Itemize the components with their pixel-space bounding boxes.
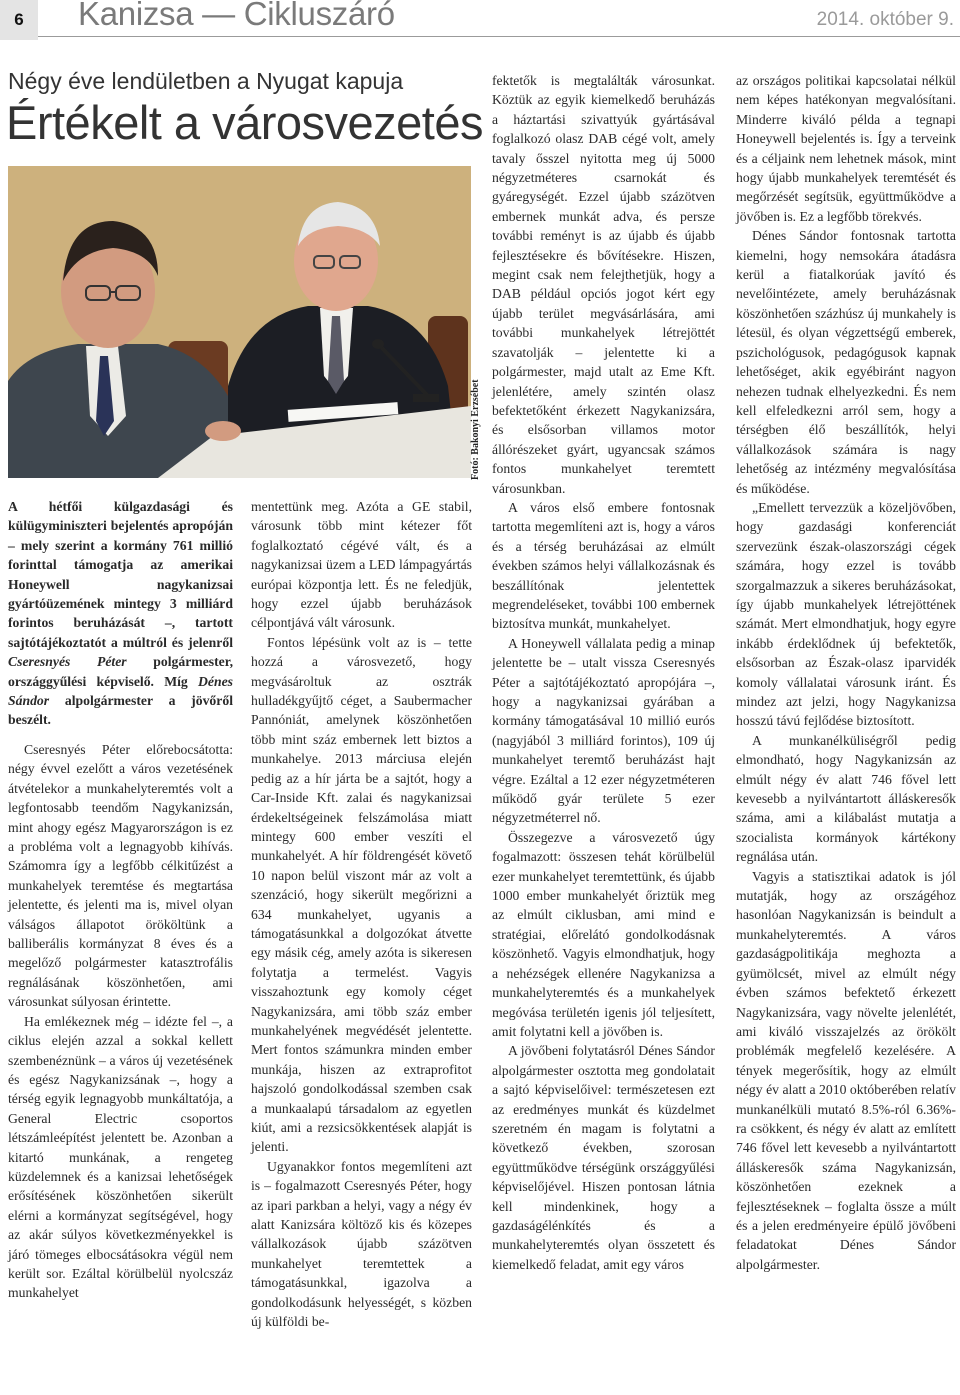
- section-title: Kanizsa — Cikluszáró: [78, 0, 395, 32]
- header-divider: [38, 36, 960, 37]
- body-column-3: [492, 71, 715, 1274]
- body-paragraph: Ha emlékeznek még – idézte fel –, a ciklus elején azzal a sokkal kellett szembenéznünk – a város új vezetésének és egész Nagykanizsának –, hogy a térség egyik legnagyobb munkáltatója, a General Electric csoportos létszámleépítést jelentett be. Azonban a kitartó munkának, a rengeteg küzdelemnek és a kanizsai lehetőségek erősítésének köszönhetően sikerült elérni a kormányzat segítségével, hogy az akár súlyos következményekkel is járó tömeges elbocsátásokra végül nem került sor. Ezáltal körülbelül nyolcszáz munkahelyet: [8, 1013, 233, 1301]
- body-column-1: [8, 740, 233, 1303]
- body-paragraph: Cseresnyés Péter előrebocsátotta: négy évvel ezelőtt a város vezetésének átvételekor a munkahelyteremtés volt a legfontosabb teendőm Nagykanizsán, mint ahogy egész Magyarországon is ez a probléma volt a legnagyobb kihívás. Számomra így a legfőbb célkitűzést a munkahelyek teremtése és megtartása jelentette, és jelenti ma is, mivel olyan válságos állapotot örököltünk a balliberális kormányzat 8 éves és a megelőző polgármester katasztrofális regnálásának köszönhetően, ami városunkat súlyosan érintette.: [8, 742, 233, 1010]
- press-conference-photo: [8, 166, 471, 478]
- body-paragraph: A munkanélküliségről pedig elmondható, hogy Nagykanizsán az elmúlt négy év alatt 746 fővel lett kevesebb a nyilvántartott álláskeresők száma, ami a kilábalást mutatja a szocialista kormányok kártékony regnálása után.: [736, 732, 956, 865]
- lead-name-mayor: Cseresnyés Péter: [8, 654, 127, 670]
- body-paragraph: Fontos lépésünk volt az is – tette hozzá a városvezető, hogy megvásároltuk az osztrák hulladékgyűjtő céget, a Saubermacher Pannóniát, amelynek köszönhetően több mint száz embernek lett biztos a munkahelye. 2013 márciusa elején pedig az a hír járta be a sajtót, hogy a Car-Inside Kft. zalai és nagykanizsai érdekeltségeinek felszámolása miatt mintegy 600 ember veszíti el munkahelyét. A hír földrengését követő 10 napon belül viszont már az volt a szenzáció, hogy sikerült megőrizni a 634 munkahelyet, ugyanis a támogatásunkkal a dolgozókat átvette egy másik cég, amely azóta is sikeresen folytatja a termelést. Vagyis visszahoztunk egy komoly céget Nagykanizsára, ami több száz ember munkahelyének megvédését jelentette. Mert fontos számunkra minden ember munkája, hiszen az extraprofitot hajszoló gondolkodással szemben csak a munkaalapú társadalom az egyetlen kiút, ami a rezsicsökkentések alapját is jelenti.: [251, 634, 472, 1155]
- body-paragraph: az országos politikai kapcsolatai nélkül nem képes hatékonyan megvalósítani. Minderre kiváló példa a tegnapi Honeywell bejelentés is. Így a terveink és a céljaink nem lehetnek mások, mint hogy újabb munkahelyek teremtését és megőrzését segítsük, együttműködve a jövőben is. Ez a legfőbb törekvés.: [736, 73, 956, 224]
- body-paragraph: fektetők is megtalálták városunkat. Köztük az egyik kiemelkedő beruházás a háztartási szivattyúk gyártásával foglalkozó olasz DAB cégé volt, amely tavaly ősszel nyitotta meg új 5000 négyzetméteres csarnokát és gyáregységét. Ezzel újabb százötven embernek munkát adva, és persze további reményt is az újabb és újabb fejlesztésekre és bővítésekre. Hiszen, megint csak nem felejthetjük, hogy a DAB például opciós jogot kért egy újabb terület megvásárlására, ami további munkahelyek létrejöttét szavatolják – jelentette ki a polgármester, majd utalt az Eme Kft. jelenlétére, amely szintén olasz befektetőként érkezett Nagykanizsára, és elsősorban villamos motor állórészeket gyárt, ugyancsak számos fontos munkahelyet teremtett városunkban.: [492, 73, 715, 496]
- lead-text: A hétfői külgazdasági és külügyminiszteri bejelentés apropóján – mely szerint a kormány 761 millió forinttal támogatja az amerikai Honeywell nagykanizsai gyártóüzemének mintegy 3 milliárd forintos beruházását –, tartott sajtótájékoztatót a múltról és jelenről: [8, 499, 233, 650]
- body-paragraph: Vagyis a statisztikai adatok is jól mutatják, hogy az országéhoz hasonlóan Nagykanizsán is beindult a munkahelyteremtés. A város gazdaságpolitikája meghozta a gyümölcsét, mivel az elmúlt négy évben számos befektető érkezett Nagykanizsára, vagy növelte jelenlétét, ami kiváló visszajelzés az örökölt problémák megfelelő kezelésére. A tények megerősítik, hogy az elmúlt négy év alatt a 2010 októberében relatív munkanélküli mutató 8.5%-ról 6.36%-ra csökkent, és négy év alatt az említett 746 fővel lett kevesebb a nyilvántartott álláskeresők száma Nagykanizsán, köszönhetően ezeknek a fejlesztéseknek – foglalta össze a múlt és a jelen eredményeire épülő jövőbeni feladatokat Dénes Sándor alpolgármester.: [736, 868, 956, 1272]
- body-paragraph: A jövőbeni folytatásról Dénes Sándor alpolgármester osztotta meg gondolatait a sajtó képviselőivel: természetesen ezt az eredményes munkát és küzdelmet szeretném én magam is folytatni a következő években, szorosan együttműködve térségünk országgyűlési képviselőjével. Hiszen pontosan látnia kell mindenkinek, hogy a gazdaságélénkítés és a munkahelyteremtés olyan összetett és kiemelkedő feladat, amit egy város: [492, 1043, 715, 1272]
- body-paragraph: Összegezve a városvezető úgy fogalmazott: összesen tehát körülbelül ezer munkahelyet teremtettünk, és újabb 1000 ember munkahelyét őriztük meg az elmúlt ciklusban, ami mind e stratégiai, előrelátó gondolkodásnak köszönhető. Vagyis elmondhatjuk, hogy a nehézségek ellenére Nagykanizsa a munkahelyteremtés és a munkahelyek megóvása területén igenis jól teljesített, amit folytatni kell a jövőben is.: [492, 829, 715, 1039]
- body-paragraph: Dénes Sándor fontosnak tartotta kiemelni, hogy nemsokára átadásra kerül a fiatalkorúak javító és nevelőintézete, amely beruházásnak köszönhetően százhúsz új munkahely is létesül, és olyan végzettségű emberek, pszichológusok, pedagógusok kapnak lehetőséget, akik egyébiránt nagyon nehezen tudnak elhelyezkedni. És nem kell elfeledkezni arról sem, hogy a térségben élő beszállítók, helyi vállalkozások számára is nagy lehetőség az intézmény megvalósítása és működése.: [736, 228, 956, 496]
- body-paragraph: mentettünk meg. Azóta a GE stabil, városunk több mint kétezer főt foglalkoztató cégévé vált, és a nagykanizsai üzem a LED lámpagyártás európai központja lett. És ne feledjük, hogy ezzel újabb beruházások célpontjává vált városunk.: [251, 499, 472, 631]
- article-kicker: Négy éve lendületben a Nyugat kapuja: [8, 68, 404, 94]
- issue-date: 2014. október 9.: [816, 9, 954, 30]
- photo-credit: Fotó: Bakonyi Erzsébet: [470, 379, 481, 480]
- article-headline: Értékelt a városvezetés: [6, 96, 483, 149]
- body-paragraph: A Honeywell vállalata pedig a minap jelentette be – utalt vissza Cseresnyés Péter a sajtótájékoztató apropójára –, hogy a nagykanizsai gyárában a kormány támogatásával 10 millió eurós (nagyjából 3 milliárd forintos), 109 új munkahelyet teremtő beruházást hajt végre. Ezáltal a 12 ezer négyzetméteren működő gyár területe 5 ezer négyzetméterrel nő.: [492, 635, 715, 826]
- body-column-2: [251, 497, 472, 1331]
- page-number: 6: [0, 0, 38, 40]
- body-column-4: [736, 71, 956, 1274]
- lead-text: alpolgármester a jövőről beszélt.: [8, 693, 233, 728]
- body-paragraph: A város első embere fontosnak tartotta megemlíteni azt is, hogy a város és a térség beruházásai az elmúlt években számos helyi vállalkozásnak és beszállítónak jelentettek megrendeléseket, további 100 embernek biztosítva munkát, munkahelyet.: [492, 499, 715, 632]
- body-paragraph: Ugyanakkor fontos megemlíteni azt is – fogalmazott Cseresnyés Péter, hogy az ipari parkban a helyi, vagy a négy év alatt Kanizsára költöző kis és közepes vállalkozások újabb százötven munkahelyet teremtettek a támogatásunkkal, igazolva a gondolkodásunk helyességét, s közben új külföldi be-: [251, 1158, 472, 1330]
- body-paragraph: „Emellett tervezzük a közeljövőben, hogy gazdasági konferenciát szervezünk észak-olaszországi cégek számára, hogy ezzel is tovább szorgalmazzuk a sikeres beruházásokat, így újabb munkahelyek létrejöttének számát. Mert elmondhatjuk, hogy egyre inkább érdeklődnek új befektetők, elsősorban az Észak-olasz iparvidék komoly vállalatai városunk iránt. És mindez azt jelzi, hogy Nagykanizsa hosszú távú fejlődése biztosított.: [736, 499, 956, 729]
- article-lead: [8, 497, 233, 730]
- lead-text: polgármester, országgyűlési képviselő. Míg: [8, 654, 233, 689]
- lead-name-deputy: Dénes Sándor: [8, 673, 233, 709]
